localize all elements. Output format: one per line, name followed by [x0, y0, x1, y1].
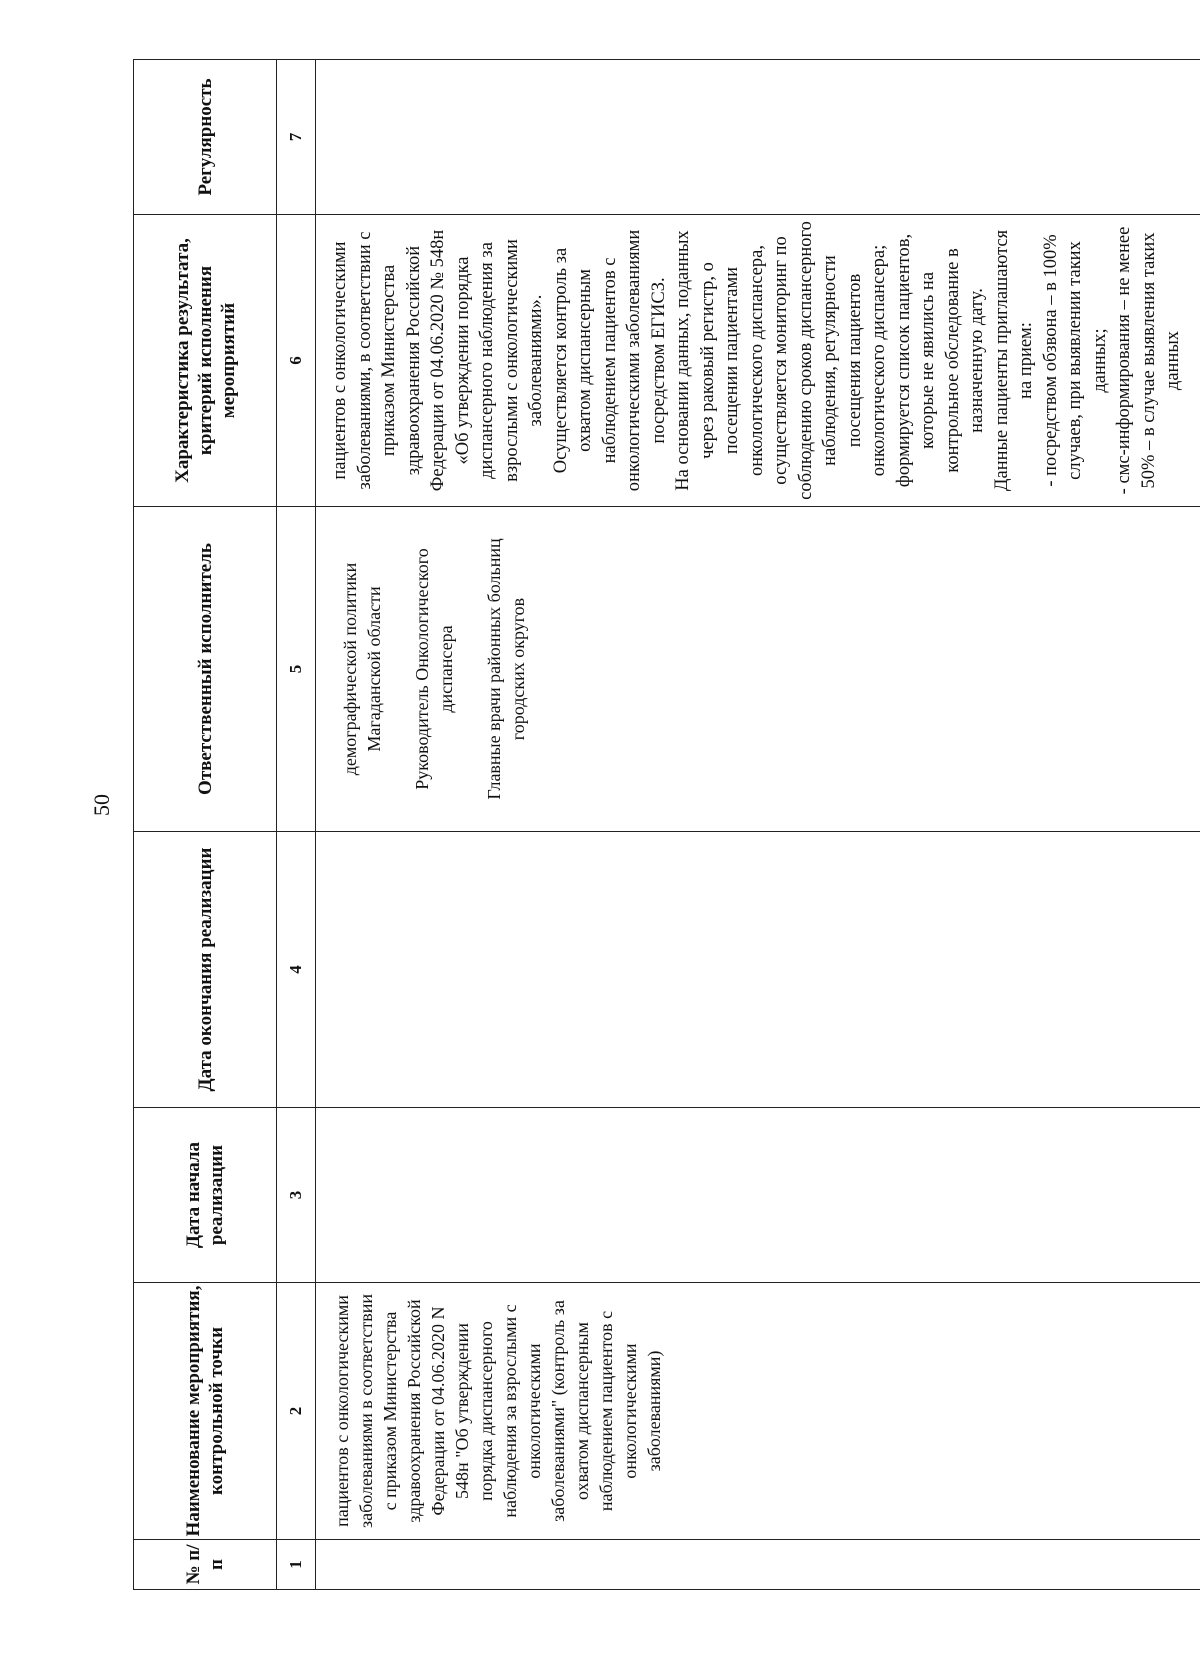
header-responsible: Ответственный исполнитель	[134, 507, 277, 832]
header-name: Наименование мероприятия, контрольной точки	[134, 1283, 277, 1540]
header-row	[134, 60, 277, 1590]
cell-responsible	[316, 507, 1200, 832]
column-number: 6	[277, 215, 316, 507]
header-result: Характеристика результата, критерий исполнения мероприятий	[134, 215, 277, 507]
header-end: Дата окончания реализации	[134, 832, 277, 1108]
column-number-row	[277, 60, 316, 1590]
result-description: пациентов с онкологическими заболеваниями, в соответствии с приказом Министерства здравоохранения Российской Федерации от 04.06.2020 № 548н «Об утверждении порядка диспансерного наблюдения за взрослыми с онкологическими заболеваниями». Осуществляется контроль за охватом диспансерным наблюдением пациентов с онкологическими заболеваниями посредством ЕГИСЗ. На основании данных, поданных через раковый регистр, о посещении пациентами онкологического диспансера, осуществляется мониторинг по соблюдению сроков диспансерного наблюдения, регулярности посещения пациентов онкологического диспансера; формируется список пациентов, которые не явились на контрольное обследование в назначенную дату. Данные пациенты приглашаются на прием: - посредством обзвона – в 100% случаев, при выявлении таких данных; - смс-информирования – не менее 50% – в случае выявления таких данных	[330, 221, 1183, 500]
cell-regularity	[316, 60, 1200, 215]
cell-name	[316, 1283, 1200, 1540]
column-number: 2	[277, 1283, 316, 1540]
activity-name: пациентов с онкологическими заболеваниями в соответствии с приказом Министерства здравоохранения Российской Федерации от 04.06.2020 N 548н "Об утверждении порядка диспансерного наблюдения за взрослыми с онкологическими заболеваниями" (контроль за охватом диспансерным наблюдением пациентов с онкологическими заболеваниями)	[332, 1293, 664, 1529]
cell-end	[316, 832, 1200, 1108]
table-row	[316, 60, 1200, 1590]
column-number: 5	[277, 507, 316, 832]
header-num: № п/п	[134, 1540, 277, 1590]
cell-start	[316, 1108, 1200, 1283]
document-table-sheet	[133, 60, 1200, 1590]
page-number: 50	[89, 794, 114, 816]
column-number: 4	[277, 832, 316, 1108]
cell-num	[316, 1540, 1200, 1590]
column-number: 3	[277, 1108, 316, 1283]
cell-result	[316, 215, 1200, 507]
column-number: 1	[277, 1540, 316, 1590]
responsible-executor: демографической политики Магаданской области Руководитель Онкологического диспансера Главные врачи районных больниц городских округов	[340, 538, 528, 800]
plan-table	[133, 59, 1200, 1590]
column-number: 7	[277, 60, 316, 215]
header-start: Дата начала реализации	[134, 1108, 277, 1283]
header-regularity: Регулярность	[134, 60, 277, 215]
